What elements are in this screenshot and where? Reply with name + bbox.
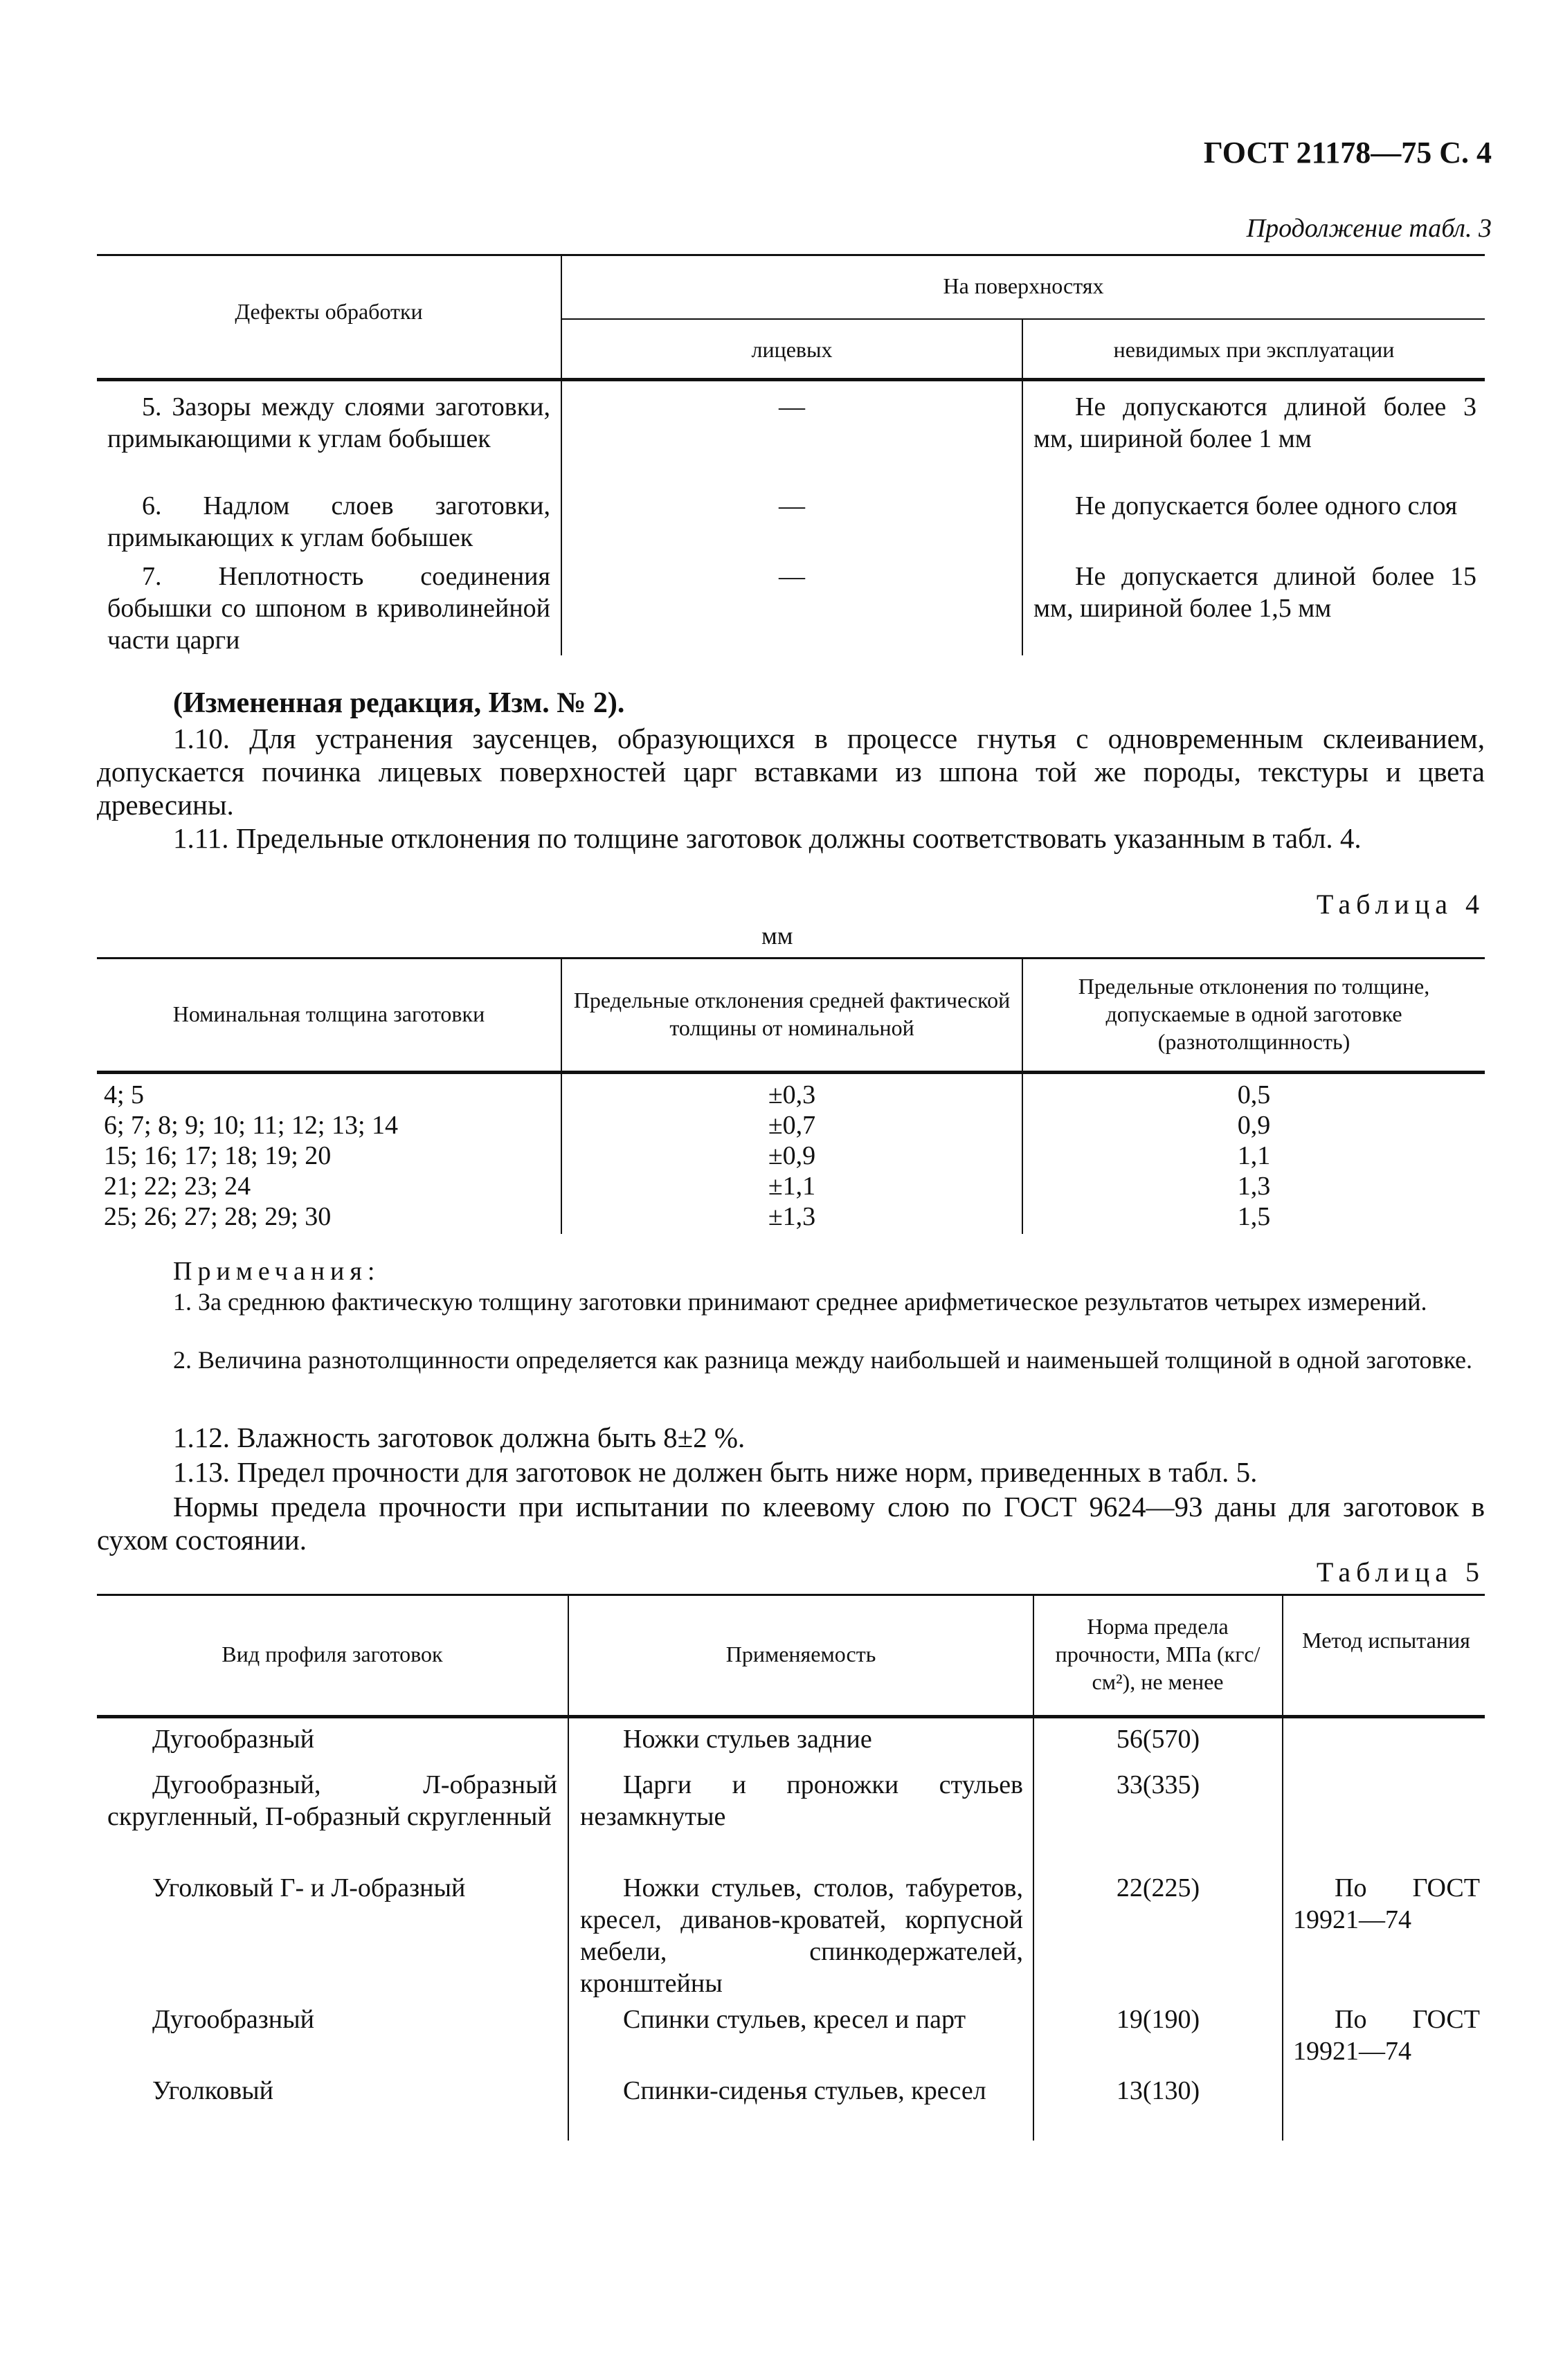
t5-col2-header: Применяемость: [725, 1642, 876, 1666]
t4-row-1-mean: ±0,3: [768, 1080, 816, 1109]
table-3-row-5-front: —: [779, 392, 805, 421]
table-3-row-5-defect: 5. Зазоры между слоями заготовки, примыкающими к углам бобышек: [107, 392, 550, 453]
t5-row-2-norm: 33(335): [1116, 1770, 1200, 1799]
t4-row-4-thickness: 21; 22; 23; 24: [104, 1172, 251, 1201]
t4-col1-header: Номинальная толщина заготовки: [172, 1001, 485, 1026]
t5-row-5-norm: 13(130): [1116, 2076, 1200, 2105]
col-front-header: лицевых: [751, 337, 833, 362]
t4-row-2-mean: ±0,7: [768, 1111, 816, 1140]
table-3-row-7-front: —: [779, 562, 805, 591]
t4-row-2-diff: 0,9: [1237, 1111, 1271, 1140]
paragraph-1-10: 1.10. Для устранения заусенцев, образующихся в процессе гнутья с одновременным склеиванием, допускается починка лицевых поверхностей царг вставками из шпона той же породы, текстуры и цвета древесины.: [97, 723, 1485, 821]
t4-row-1-diff: 0,5: [1237, 1080, 1271, 1109]
t5-row-2-use: Царги и проножки стульев незамкнутые: [580, 1770, 1023, 1831]
t5-col3-header: Норма предела прочности, МПа (кгс/см²), не менее: [1055, 1614, 1261, 1694]
t4-row-3-diff: 1,1: [1237, 1141, 1271, 1170]
page-header: ГОСТ 21178—75 С. 4: [1203, 136, 1492, 170]
table-3-row-5-hidden: Не допускаются длиной более 3 мм, шириной более 1 мм: [1033, 392, 1476, 453]
note-1: 1. За среднюю фактическую толщину заготовки принимают среднее арифметическое результатов четырех измерений.: [173, 1288, 1427, 1316]
t5-row-4-method: По ГОСТ 19921—74: [1293, 2005, 1480, 2066]
table-3-row-6-defect: 6. Надлом слоев заготовки, примыкающих к углам бобышек: [107, 491, 550, 552]
t4-row-5-diff: 1,5: [1237, 1202, 1271, 1231]
t4-row-2-thickness: 6; 7; 8; 9; 10; 11; 12; 13; 14: [104, 1111, 399, 1140]
paragraph-1-12: 1.12. Влажность заготовок должна быть 8±2 %.: [173, 1421, 746, 1453]
table-continuation-label: Продолжение табл. 3: [1246, 214, 1492, 243]
col-hidden-header: невидимых при эксплуатации: [1113, 337, 1395, 362]
t5-row-1-use: Ножки стульев задние: [623, 1725, 872, 1754]
t5-row-3-method: По ГОСТ 19921—74: [1293, 1873, 1480, 1934]
t5-row-3-norm: 22(225): [1116, 1873, 1200, 1902]
t4-row-4-diff: 1,3: [1237, 1172, 1271, 1201]
t5-col4-header: Метод испытания: [1302, 1628, 1470, 1653]
t4-row-3-mean: ±0,9: [768, 1141, 816, 1170]
t5-row-1-profile: Дугообразный: [152, 1725, 314, 1754]
paragraph-1-13-norms: Нормы предела прочности при испытании по клеевому слою по ГОСТ 9624—93 даны для заготовок в сухом состоянии.: [97, 1491, 1485, 1556]
table-4-unit: мм: [761, 922, 793, 950]
t4-row-3-thickness: 15; 16; 17; 18; 19; 20: [104, 1141, 332, 1170]
table-5-caption: Таблица 5: [1316, 1556, 1485, 1588]
t5-row-1-norm: 56(570): [1116, 1725, 1200, 1754]
table-3-row-6-hidden: Не допускается более одного слоя: [1075, 491, 1458, 520]
t4-col3-header: Предельные отклонения по толщине, допускаемые в одной заготовке (разнотолщинность): [1078, 974, 1430, 1054]
table-3-row-7-defect: 7. Неплотность соединения бобышки со шпоном в криволинейной части царги: [107, 562, 550, 655]
amended-edition-note: (Измененная редакция, Изм. № 2).: [173, 687, 625, 719]
notes-title: Примечания:: [173, 1257, 381, 1286]
t4-row-1-thickness: 4; 5: [104, 1080, 145, 1109]
t5-row-4-norm: 19(190): [1116, 2005, 1200, 2034]
t5-row-5-use: Спинки-сиденья стульев, кресел: [623, 2076, 986, 2105]
paragraph-1-13: 1.13. Предел прочности для заготовок не должен быть ниже норм, приведенных в табл. 5.: [173, 1456, 1258, 1488]
t4-row-5-mean: ±1,3: [768, 1202, 816, 1231]
table-3-row-7-hidden: Не допускается длиной более 15 мм, шириной более 1,5 мм: [1033, 562, 1476, 623]
paragraph-1-11: 1.11. Предельные отклонения по толщине заготовок должны соответствовать указанным в табл. 4.: [173, 822, 1362, 854]
note-2: 2. Величина разнотолщинности определяется как разница между наибольшей и наименьшей толщиной в одной заготовке.: [173, 1346, 1472, 1374]
t5-row-2-profile: Дугообразный, Л-образный скругленный, П-образный скругленный: [107, 1770, 557, 1831]
t5-row-3-use: Ножки стульев, столов, табуретов, кресел, диванов-кроватей, корпусной мебели, спинкодержателей, кронштейны: [580, 1873, 1023, 1998]
col-defects-header: Дефекты обработки: [235, 299, 423, 324]
t5-row-5-profile: Уголковый: [152, 2076, 274, 2105]
t5-row-3-profile: Уголковый Г- и Л-образный: [152, 1873, 466, 1902]
table-3-row-6-front: —: [779, 491, 805, 520]
t5-col1-header: Вид профиля заготовок: [222, 1642, 443, 1666]
t4-row-5-thickness: 25; 26; 27; 28; 29; 30: [104, 1202, 332, 1231]
table-4-caption: Таблица 4: [1316, 889, 1485, 920]
t4-col2-header: Предельные отклонения средней фактической толщины от номинальной: [573, 988, 1011, 1040]
col-surfaces-header: На поверхностях: [943, 273, 1104, 298]
t4-row-4-mean: ±1,1: [768, 1172, 816, 1201]
t5-row-4-use: Спинки стульев, кресел и парт: [623, 2005, 966, 2034]
t5-row-4-profile: Дугообразный: [152, 2005, 314, 2034]
